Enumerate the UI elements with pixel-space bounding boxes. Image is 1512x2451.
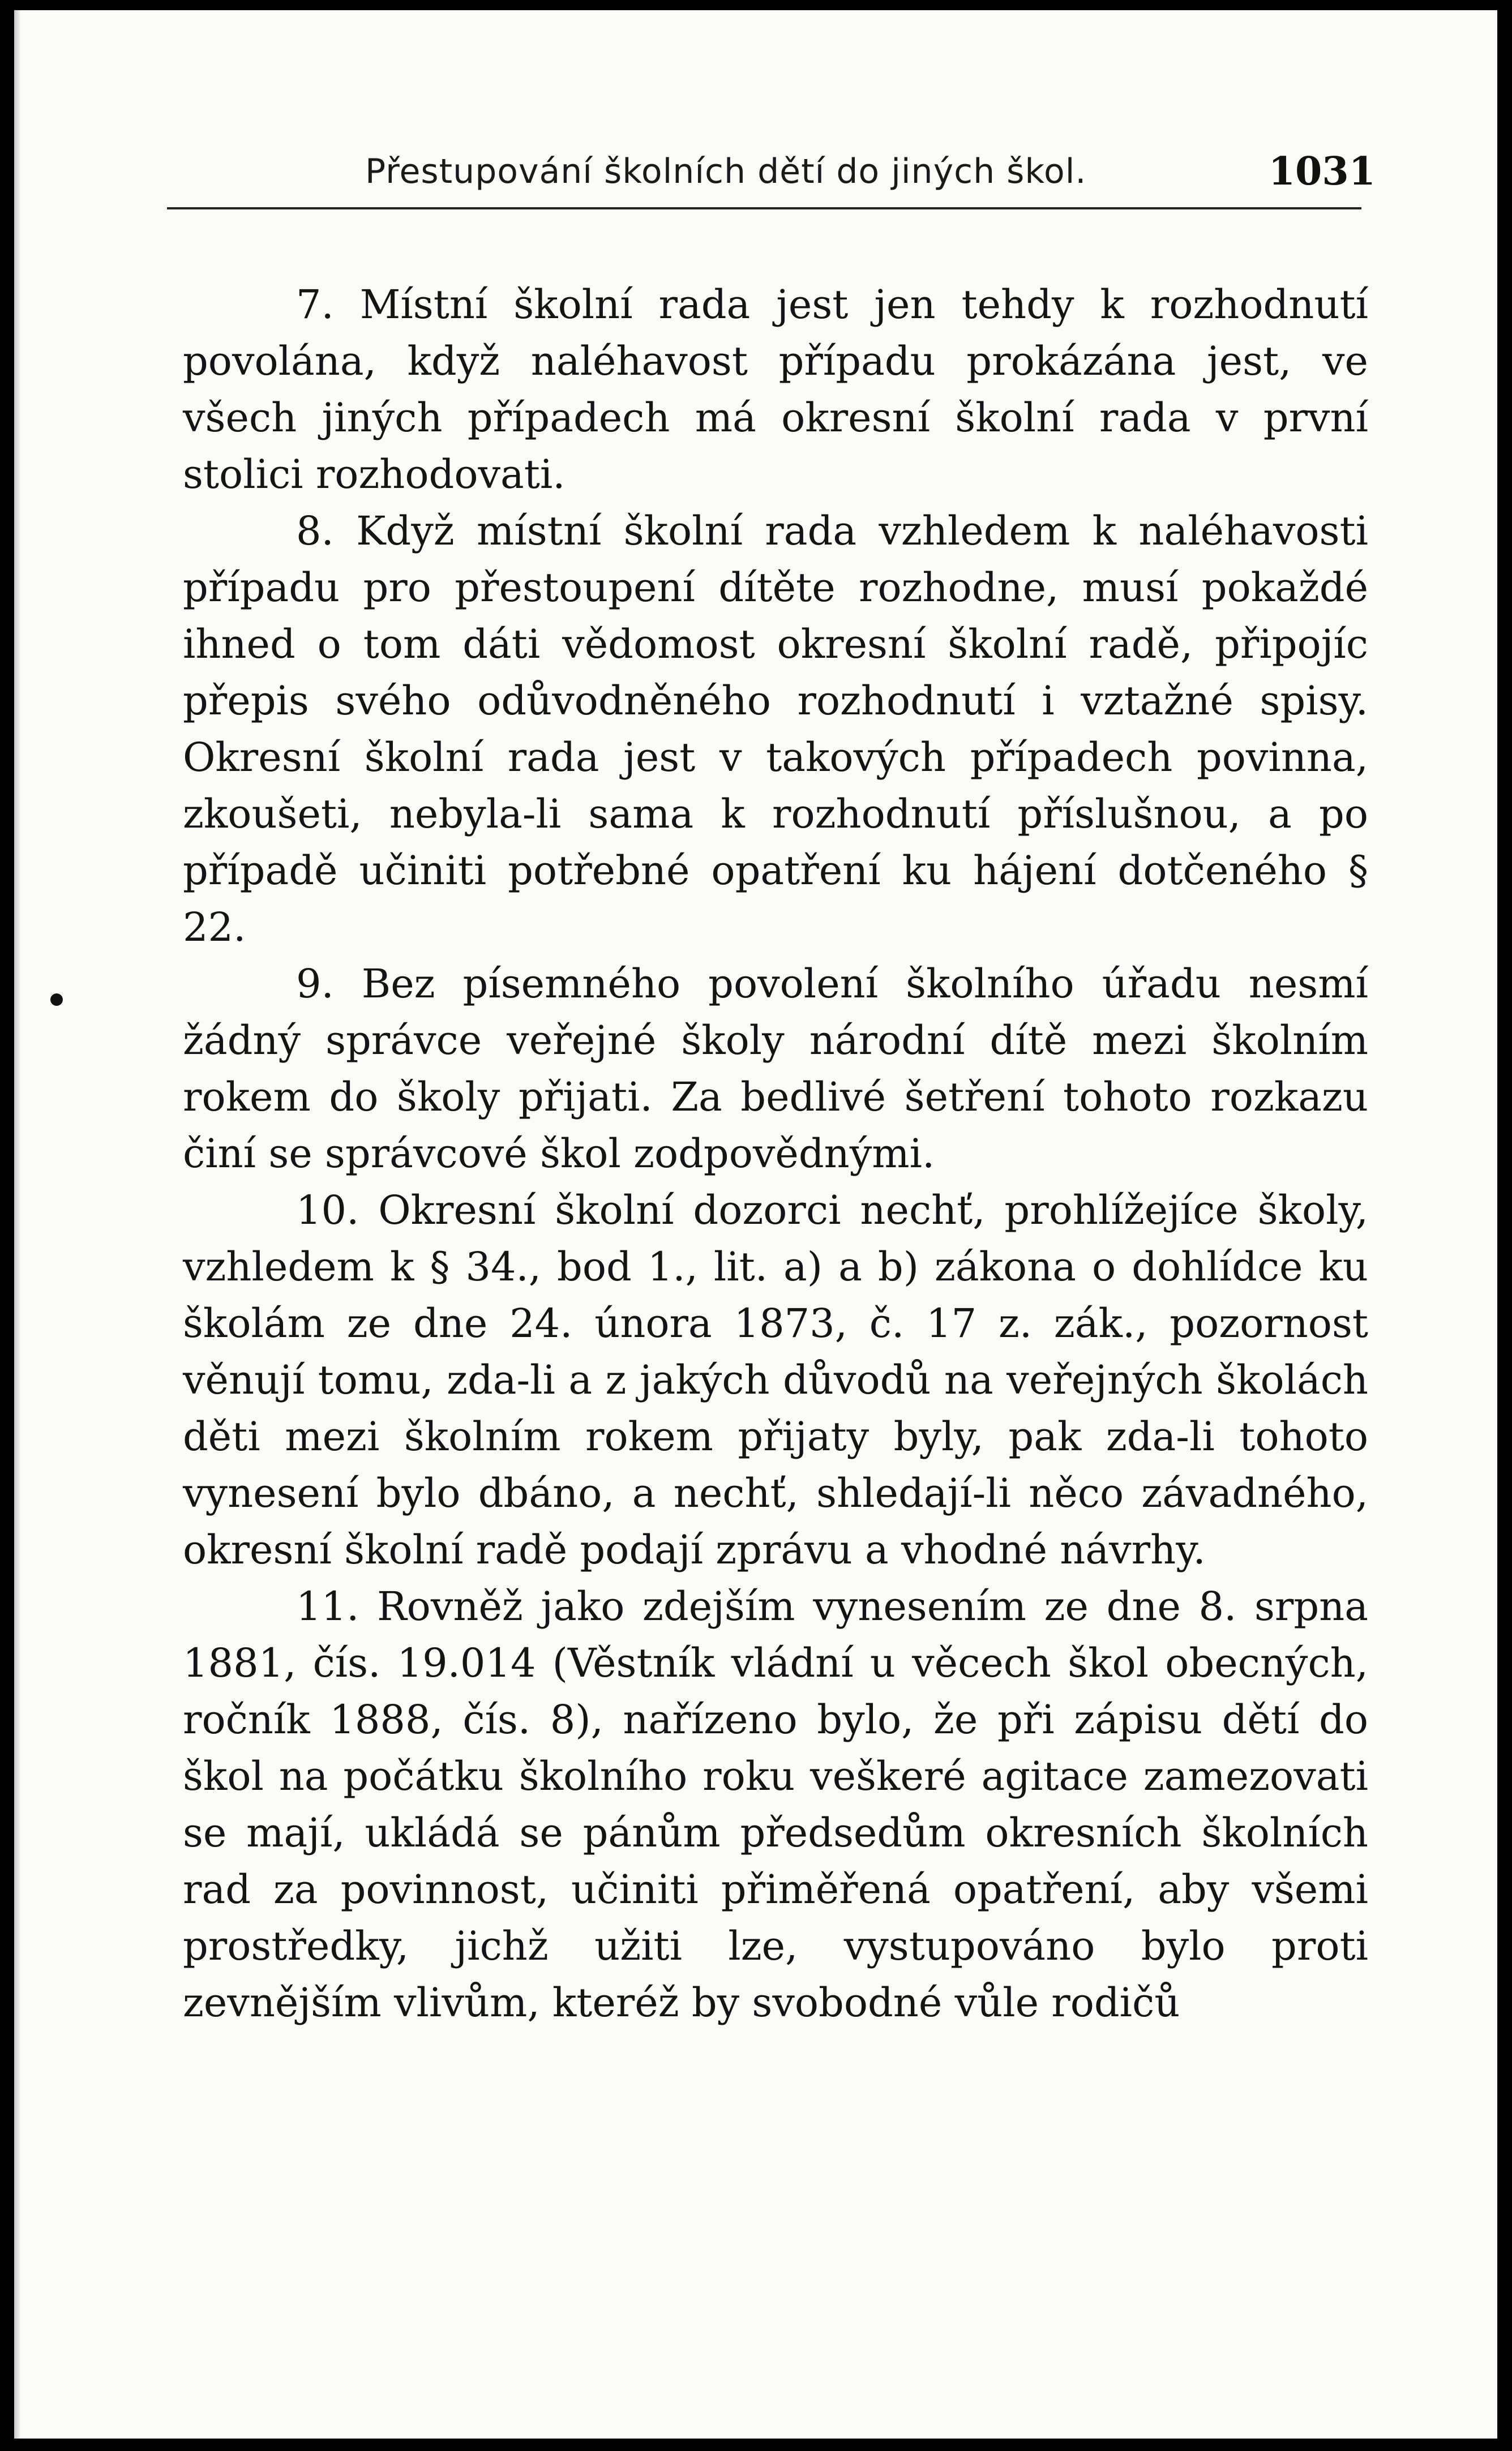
paragraph-8: 8. Když místní školní rada vzhledem k naléhavosti případu pro přestoupení dítěte rozhodne, musí pokaždé ihned o tom dáti vědomost okresní školní radě, připojíc přepis svého odůvodněného rozhodnutí i vztažné spisy. Okresní školní rada jest v takových případech povinna, zkoušeti, nebyla-li sama k rozhodnutí příslušnou, a po případě učiniti potřebné opatření ku hájení dotčeného § 22. bbox=[183, 508, 1368, 950]
paragraph-7: 7. Místní školní rada jest jen tehdy k rozhodnutí povolána, když naléhavost případu prokázána jest, ve všech jiných případech má okresní školní rada v první stolici rozhodovati. bbox=[183, 281, 1368, 498]
paragraph-9: 9. Bez písemného povolení školního úřadu nesmí žádný správce veřejné školy národní dítě mezi školním rokem do školy přijati. Za bedlivé šetření tohoto rozkazu činí se správcové škol zodpovědnými. bbox=[183, 961, 1368, 1177]
book-page bbox=[14, 10, 1497, 2439]
running-head-title: Přestupování školních dětí do jiných škol. bbox=[365, 152, 1087, 191]
body-text bbox=[183, 276, 1368, 2031]
paragraph-10: 10. Okresní školní dozorci nechť, prohlížejíce školy, vzhledem k § 34., bod 1., lit. a) a b) zákona o dohlídce ku školám ze dne 24. února 1873, č. 17 z. zák., pozornost věnují tomu, zda-li a z jakých důvodů na veřejných školách děti mezi školním rokem přijaty byly, pak zda-li tohoto vynesení bylo dbáno, a nechť, shledají-li něco závadného, okresní školní radě podají zprávu a vhodné návrhy. bbox=[183, 1187, 1368, 1573]
paragraph-11: 11. Rovněž jako zdejším vynesením ze dne 8. srpna 1881, čís. 19.014 (Věstník vládní u věcech škol obecných, ročník 1888, čís. 8), nařízeno bylo, že při zápisu dětí do škol na počátku školního roku veškeré agitace zamezovati se mají, ukládá se pánům předsedům okresních školních rad za povinnost, učiniti přiměřená opatření, aby všemi prostředky, jichž užiti lze, vystupováno bylo proti zevnějším vlivům, kteréž by svobodné vůle rodičů bbox=[183, 1583, 1368, 2026]
page-number: 1031 bbox=[1268, 149, 1376, 194]
page-edge-shadow bbox=[14, 10, 21, 2439]
header-rule bbox=[167, 207, 1361, 209]
margin-dot-mark bbox=[50, 993, 63, 1006]
